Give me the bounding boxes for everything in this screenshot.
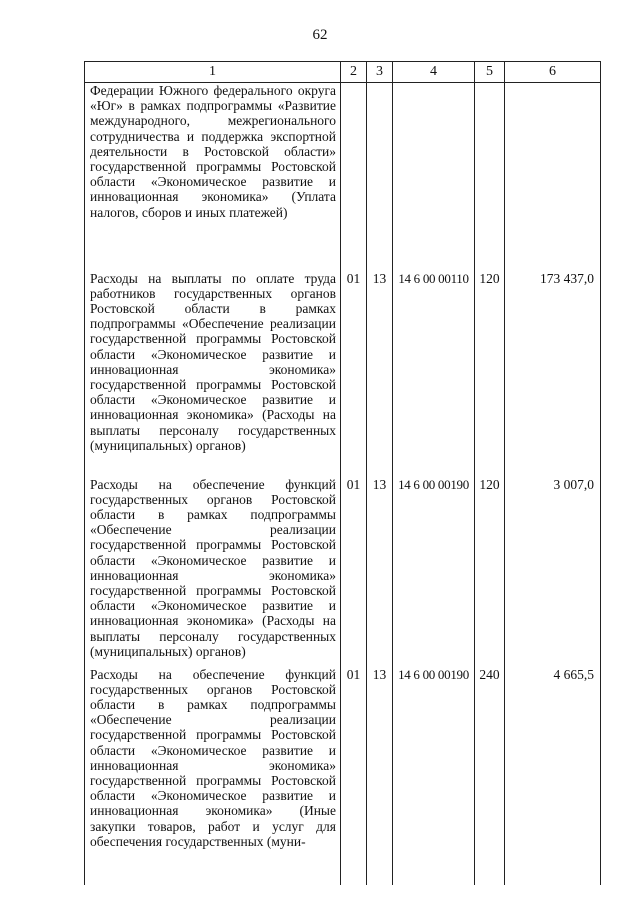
row-description: Расходы на обеспечение функций государственных органов Ростовской области в рамках подпрограммы «Обеспечение реализации государственной программы Ростовской области «Экономическое развитие и инновационная экономика» государственной программы Ростовской области «Экономическое развитие и инновационная экономика» (Иные закупки товаров, работ и услуг для обеспечения государственных (муни-	[85, 667, 341, 885]
table-row	[85, 477, 601, 667]
row-description: Расходы на обеспечение функций государственных органов Ростовской области в рамках подпрограммы «Обеспечение реализации государственной программы Ростовской области «Экономическое развитие и инновационная экономика» государственной программы Ростовской области «Экономическое развитие и инновационная экономика» (Расходы на выплаты персоналу государственных (муниципальных) органов)	[85, 477, 341, 667]
row-target-article-code: 14 6 00 00190	[393, 477, 475, 667]
column-header-4: 4	[393, 62, 475, 83]
row-target-article-code	[393, 83, 475, 271]
table-row	[85, 667, 601, 885]
row-subsection-code	[367, 83, 393, 271]
row-description: Расходы на выплаты по оплате труда работников государственных органов Ростовской области в рамках подпрограммы «Обеспечение реализации государственной программы Ростовской области «Экономическое развитие и инновационная экономика» государственной программы Ростовской области «Экономическое развитие и инновационная экономика» (Расходы на выплаты персоналу государственных (муниципальных) органов)	[85, 271, 341, 477]
column-header-3: 3	[367, 62, 393, 83]
row-amount: 173 437,0	[505, 271, 601, 477]
row-amount: 3 007,0	[505, 477, 601, 667]
row-description: Федерации Южного федерального округа «Юг» в рамках подпрограммы «Развитие международного, межрегионального сотрудничества и поддержка экспортной деятельности в Ростовской области» государственной программы Ростовской области «Экономическое развитие и инновационная экономика» (Уплата налогов, сборов и иных платежей)	[85, 83, 341, 271]
row-subsection-code: 13	[367, 477, 393, 667]
row-expense-type-code	[475, 83, 505, 271]
row-target-article-code: 14 6 00 00190	[393, 667, 475, 885]
row-amount: 4 665,5	[505, 667, 601, 885]
row-amount	[505, 83, 601, 271]
column-header-5: 5	[475, 62, 505, 83]
row-section-code: 01	[341, 477, 367, 667]
column-header-6: 6	[505, 62, 601, 83]
row-expense-type-code: 240	[475, 667, 505, 885]
row-subsection-code: 13	[367, 271, 393, 477]
row-expense-type-code: 120	[475, 477, 505, 667]
column-header-2: 2	[341, 62, 367, 83]
row-section-code: 01	[341, 271, 367, 477]
table-row	[85, 271, 601, 477]
budget-table	[84, 61, 601, 885]
row-section-code: 01	[341, 667, 367, 885]
page-number: 62	[312, 27, 328, 43]
row-expense-type-code: 120	[475, 271, 505, 477]
row-subsection-code: 13	[367, 667, 393, 885]
table-header-row	[85, 62, 601, 83]
column-header-1: 1	[85, 62, 341, 83]
row-section-code	[341, 83, 367, 271]
table-row	[85, 83, 601, 271]
row-target-article-code: 14 6 00 00110	[393, 271, 475, 477]
